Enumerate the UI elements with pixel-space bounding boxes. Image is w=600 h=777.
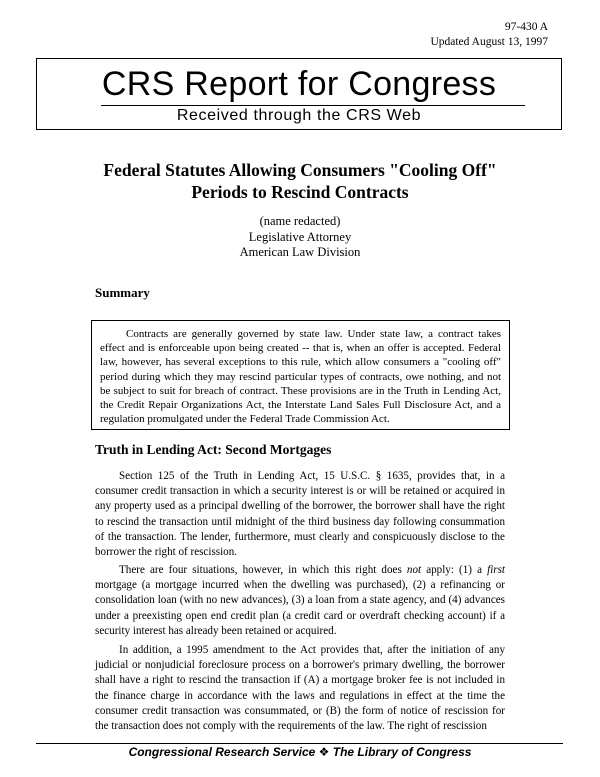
report-number: 97-430 A [504,21,548,33]
crs-banner [36,58,562,130]
author-name: (name redacted) [259,214,341,228]
para2-emphasis-not: not [406,564,422,576]
body-paragraph-3: In addition, a 1995 amendment to the Act provides that, after the initiation of any judicial or nonjudicial foreclosure process on a borrower's primary dwelling, the borrower shall have a right to rescind the transaction if (A) a mortgage broker fee is not included in the finance charge in accordance with the laws and regulations in effect at the time the consumer credit transaction was consummated, or (B) the form of notice of rescission for the transaction does not comply with the requirements of the law. The right of rescission [95,644,505,733]
summary-heading: Summary [95,285,150,300]
author-division: American Law Division [239,245,361,259]
body-paragraph-1: Section 125 of the Truth in Lending Act, 15 U.S.C. § 1635, provides that, in a consumer credit transaction in which a security interest is or will be retained or acquired in any property used as a principal dwelling of the borrower, the borrower shall have the right to rescind the transaction until midnight of the third business day following consummation of the transaction. The lender, furthermore, must clearly and conspicuously disclose to the borrower the right of rescission. [95,470,505,559]
report-identifier [430,20,548,50]
para2-text-c: apply: (1) a [421,564,488,576]
footer-text: Congressional Research Service ❖ The Library of Congress [128,745,472,759]
updated-date: Updated August 13, 1997 [430,36,548,48]
summary-box [91,320,510,430]
para2-emphasis-first: first [487,564,505,576]
para2-text-e: mortgage (a mortgage incurred when the dwelling was purchased), (2) a refinancing or consolidation loan (with no new advances), (3) a loan from a state agency, and (4) advances under a preexisting open end credit plan (a credit card or overdraft checking account) if a security interest has already been retained or acquired. [95,579,505,637]
section-heading: Truth in Lending Act: Second Mortgages [95,442,332,457]
para2-text-a: There are four situations, however, in which this right does [119,564,407,576]
author-block [150,214,450,261]
summary-text: Contracts are generally governed by state law. Under state law, a contract takes effect and is enforceable upon being created -- that is, when an offer is accepted. Federal law, however, has several exceptions to this rule, which allow consumers a "cooling off" period during which they may rescind particular types of contracts, owe nothing, and not be subject to suit for breach of contract. These provisions are in the Truth in Lending Act, the Credit Repair Organizations Act, the Interstate Land Sales Full Disclosure Act, and a regulation promulgated under the Federal Trade Commission Act. [100,328,501,426]
banner-subtitle: Received through the CRS Web [176,107,422,124]
body-paragraph-2 [95,563,505,639]
banner-title: CRS Report for Congress [101,65,497,103]
author-position: Legislative Attorney [248,229,352,244]
document-title: Federal Statutes Allowing Consumers "Cooling Off" Periods to Rescind Contracts [103,160,497,202]
